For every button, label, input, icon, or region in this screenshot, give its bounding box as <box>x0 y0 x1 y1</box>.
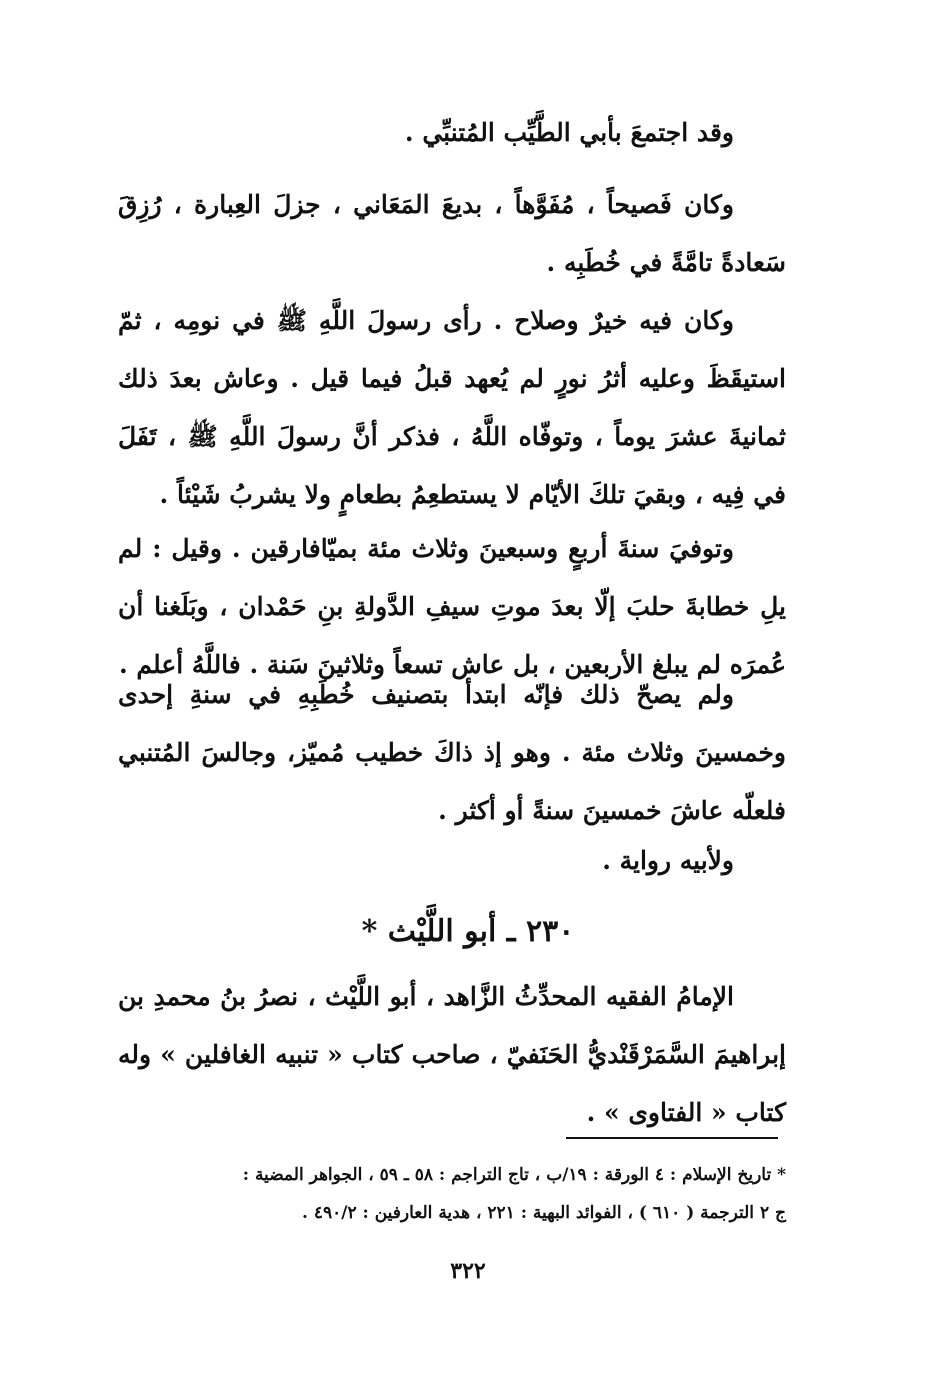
footnotes <box>118 1156 786 1232</box>
entry-heading: ٢٣٠ ـ أبو اللَّيْث * <box>361 914 575 949</box>
footnote-line: ج ٢ الترجمة ( ٦١٠ ) ، الفوائد البهية : ٢٢١ ، هدية العارفين : ٤٩٠/٢ . <box>302 1203 786 1223</box>
paragraph-correction <box>118 666 786 840</box>
footnote-divider <box>566 1137 778 1139</box>
paragraph-text: وقد اجتمعَ بأبي الطَّيِّب المُتنبِّي . <box>404 118 734 147</box>
paragraph-text: الإمامُ الفقيه المحدِّثُ الزَّاهد ، أبو اللَّيْث ، نصرُ بنُ محمدِ بن إبراهيمَ السَّمَرْقَنْديُّ الحَنَفيّ ، صاحب كتاب « تنبيه الغافلين » وله كتاب « الفتاوى » . <box>118 982 786 1127</box>
paragraph-text: وتوفيَ سنةَ أربعٍ وسبعينَ وثلاث مئة بميّافارقين . وقيل : لم يلِ خطابةَ حلبَ إلّا بعدَ موتِ سيفِ الدَّولةِ بنِ حَمْدان ، وبَلَغنا أن عُمرَه لم يبلغ الأربعين ، بل عاش تسعاً وثلاثينَ سَنة . فاللَّهُ أعلم . <box>118 534 786 679</box>
paragraph-meeting-mutanabbi <box>118 104 786 162</box>
entry-paragraph <box>118 968 786 1142</box>
footnote-line: * تاريخ الإسلام : ٤ الورقة : ١٩/ب ، تاج التراجم : ٥٨ ـ ٥٩ ، الجواهر المضية : <box>242 1165 786 1185</box>
paragraph-text: ولأبيه رواية . <box>602 846 734 875</box>
paragraph-text: وكان فيه خيرٌ وصلاح . رأى رسولَ اللَّهِ ﷺ في نومِه ، ثمّ استيقَظَ وعليه أثرُ نورٍ لم يُعهد قبلُ فيما قيل . وعاش بعدَ ذلك ثمانيةَ عشرَ يوماً ، وتوفّاه اللَّهُ ، فذكر أنَّ رسولَ اللَّهِ ﷺ ، تَفَلَ في فِيه ، وبقيَ تلكَ الأيّام لا يستطعِمُ بطعامٍ ولا يشربُ شَيْئاً . <box>118 306 786 509</box>
paragraph-father <box>118 832 786 890</box>
page-number: ٣٢٢ <box>450 1258 486 1284</box>
paragraph-text: وكان فَصيحاً ، مُفَوَّهاً ، بديعَ المَعَاني ، جزلَ العِبارة ، رُزِقَ سَعادةً تامَّةً في خُطَبِه . <box>118 190 786 277</box>
paragraph-text: ولم يصحّ ذلك فإنّه ابتدأ بتصنيف خُطَبِهِ في سنةِ إحدى وخمسينَ وثلاث مئة . وهو إذ ذاكَ خطيب مُميّز، وجالسَ المُتنبي فلعلّه عاشَ خمسينَ سنةً أو أكثر . <box>118 680 786 825</box>
paragraph-eloquence <box>118 176 786 292</box>
paragraph-dream <box>118 292 786 524</box>
